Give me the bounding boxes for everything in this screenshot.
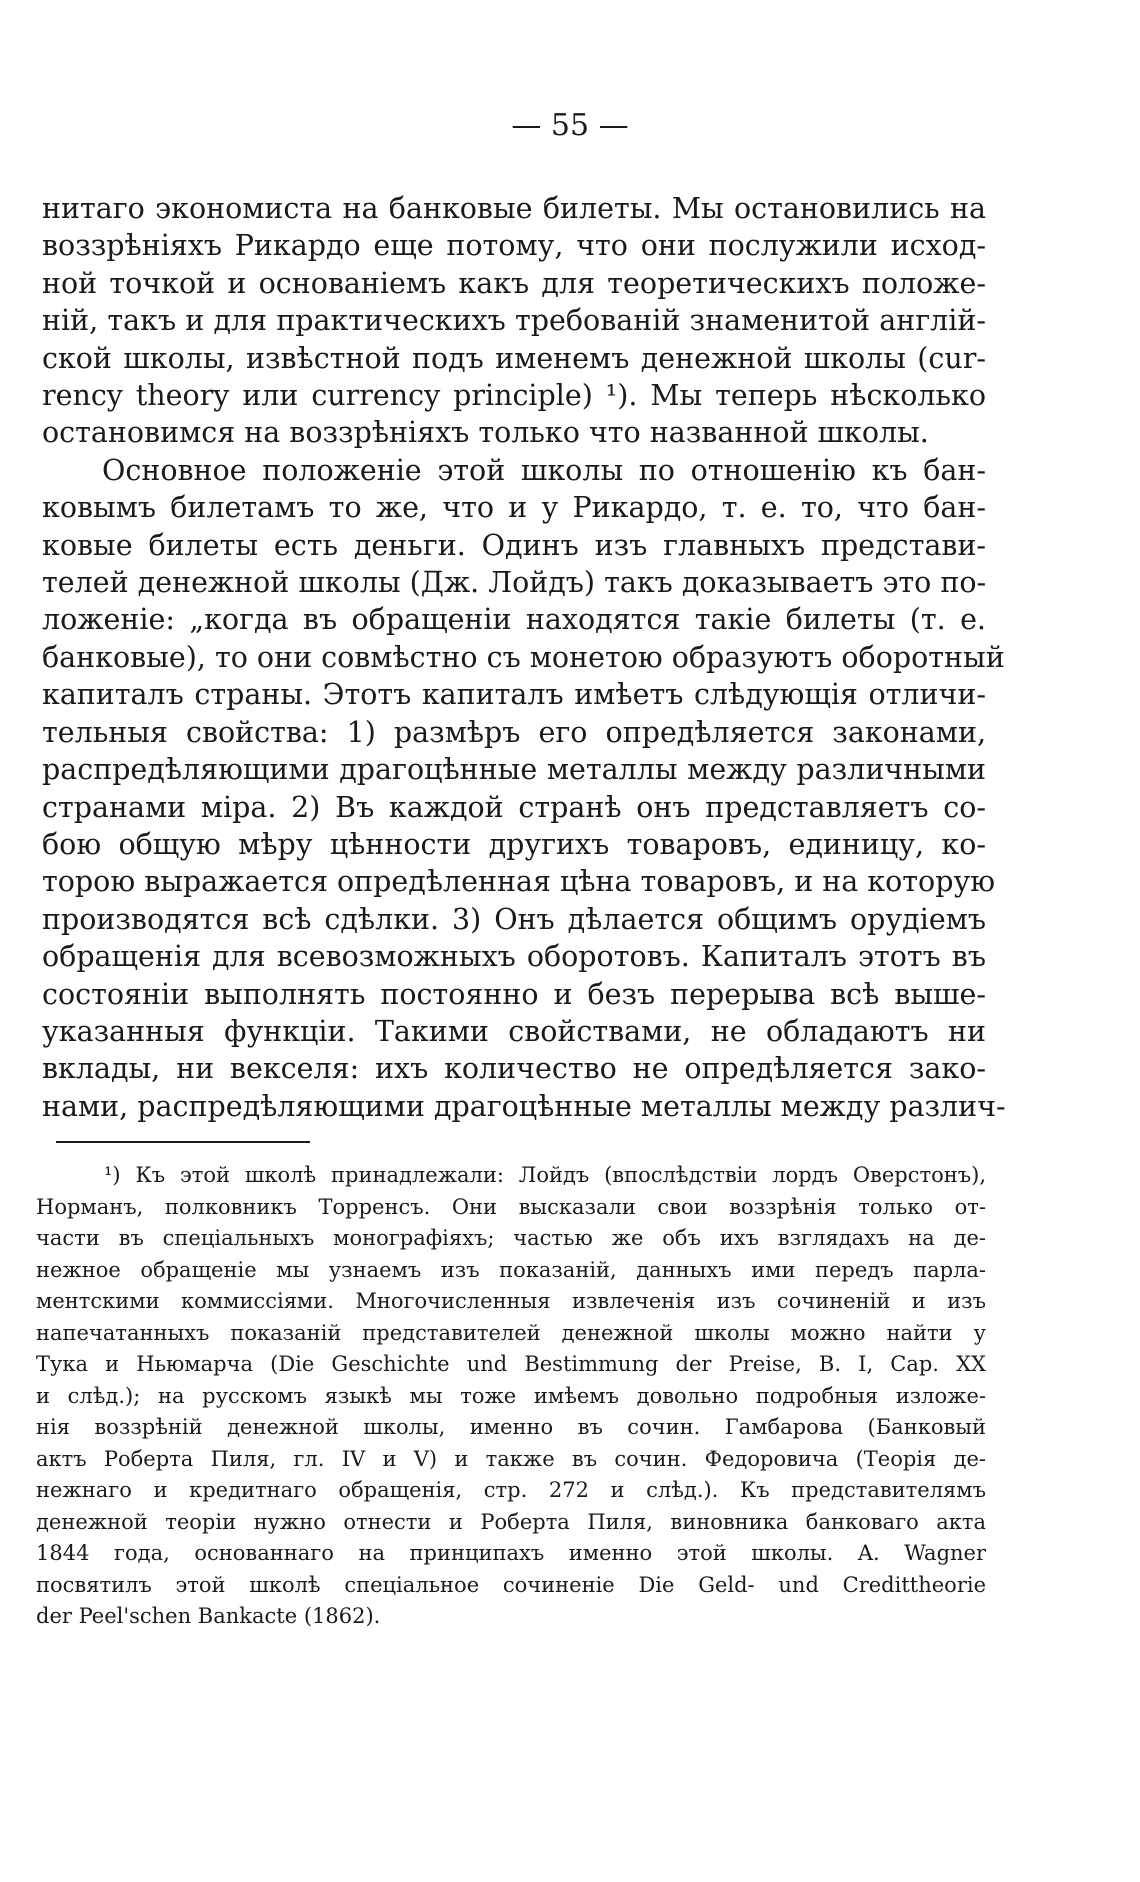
page-number: — 55 — bbox=[511, 108, 629, 143]
text-line: капиталъ страны. Этотъ капиталъ имѣетъ слѣдующія отличи- bbox=[42, 678, 986, 712]
text-line: Основное положеніе этой школы по отношенію къ бан- bbox=[102, 453, 986, 487]
text-line: ковымъ билетамъ то же, что и у Рикардо, т. е. то, что бан- bbox=[42, 491, 986, 525]
text-line: распредѣляющими драгоцѣнные металлы между различными bbox=[42, 753, 986, 787]
text-line: банковые), то они совмѣстно съ монетою образуютъ оборотный bbox=[42, 640, 1005, 674]
main-text bbox=[42, 190, 1006, 1125]
text-line: производятся всѣ сдѣлки. 3) Онъ дѣлается общимъ орудіемъ bbox=[42, 902, 986, 936]
text-line: состояніи выполнять постоянно и безъ перерыва всѣ выше- bbox=[42, 977, 986, 1011]
text-line: остановимся на воззрѣніяхъ только что названной школы. bbox=[42, 416, 929, 450]
footnote-line: нія воззрѣній денежной школы, именно въ сочин. Гамбарова (Банковый bbox=[36, 1415, 986, 1439]
text-line: вклады, ни векселя: ихъ количество не опредѣляется зако- bbox=[42, 1052, 986, 1086]
footnote-line: Тука и Ньюмарча (Die Geschichte und Bestimmung der Preise, B. I, Cap. XX bbox=[36, 1352, 986, 1376]
text-line: ній, такъ и для практическихъ требованій знаменитой англій- bbox=[42, 304, 986, 338]
text-line: воззрѣніяхъ Рикардо еще потому, что они послужили исход- bbox=[42, 229, 986, 263]
text-line: указанныя функціи. Такими свойствами, не обладаютъ ни bbox=[42, 1014, 986, 1048]
text-line: обращенія для всевозможныхъ оборотовъ. Капиталъ этотъ въ bbox=[42, 940, 986, 974]
text-line: странами міра. 2) Въ каждой странѣ онъ представляетъ со- bbox=[42, 790, 986, 824]
footnote-line: ментскими коммиссіями. Многочисленныя извлеченія изъ сочиненій и изъ bbox=[36, 1289, 986, 1313]
text-line: ной точкой и основаніемъ какъ для теоретическихъ положе- bbox=[42, 266, 986, 300]
text-line: торою выражается опредѣленная цѣна товаровъ, и на которую bbox=[42, 865, 996, 899]
footnote-line: и слѣд.); на русскомъ языкѣ мы тоже имѣемъ довольно подробныя изложе- bbox=[36, 1383, 986, 1408]
text-line: ковые билеты есть деньги. Одинъ изъ главныхъ представи- bbox=[42, 528, 986, 562]
footnote-line: нежнаго и кредитнаго обращенія, стр. 272 и слѣд.). Къ представителямъ bbox=[36, 1478, 986, 1502]
text-line: rency theory или currency principle) ¹). Мы теперь нѣсколько bbox=[42, 379, 986, 413]
footnote bbox=[36, 1160, 986, 1633]
footnote-separator bbox=[56, 1141, 310, 1143]
footnote-line: нежное обращеніе мы узнаемъ изъ показаній, данныхъ ими передъ парла- bbox=[36, 1257, 986, 1282]
footnote-line: 1844 года, основаннаго на принципахъ именно этой школы. A. Wagner bbox=[36, 1541, 986, 1565]
text-line: телей денежной школы (Дж. Лойдъ) такъ доказываетъ это по- bbox=[42, 566, 987, 600]
text-line: бою общую мѣру цѣнности другихъ товаровъ, единицу, ко- bbox=[42, 827, 986, 861]
footnote-line: напечатанныхъ показаній представителей денежной школы можно найти у bbox=[36, 1320, 986, 1345]
text-line: тельныя свойства: 1) размѣръ его опредѣляется законами, bbox=[42, 715, 986, 749]
footnote-line: актъ Роберта Пиля, гл. IV и V) и также въ сочин. Федоровича (Теорія де- bbox=[36, 1446, 986, 1471]
footnote-line: посвятилъ этой школѣ спеціальное сочиненіе Die Geld- und Credittheorie bbox=[36, 1572, 986, 1597]
text-line: ложеніе: „когда въ обращеніи находятся такіе билеты (т. е. bbox=[42, 603, 986, 637]
text-line: нитаго экономиста на банковые билеты. Мы остановились на bbox=[42, 192, 986, 225]
text-line: ской школы, извѣстной подъ именемъ денежной школы (cur- bbox=[42, 341, 986, 375]
footnote-line: der Peel'schen Bankacte (1862). bbox=[36, 1604, 381, 1628]
footnote-line: части въ спеціальныхъ монографіяхъ; частью же объ ихъ взглядахъ на де- bbox=[36, 1226, 986, 1250]
text-line: нами, распредѣляющими драгоцѣнные металлы между различ- bbox=[42, 1089, 1006, 1123]
footnote-line: денежной теоріи нужно отнести и Роберта Пиля, виновника банковаго акта bbox=[36, 1509, 986, 1534]
footnote-line: Норманъ, полковникъ Торренсъ. Они высказали свои воззрѣнія только от- bbox=[36, 1194, 986, 1219]
footnote-line: ¹) Къ этой школѣ принадлежали: Лойдъ (впослѣдствіи лордъ Оверстонъ), bbox=[104, 1163, 986, 1187]
